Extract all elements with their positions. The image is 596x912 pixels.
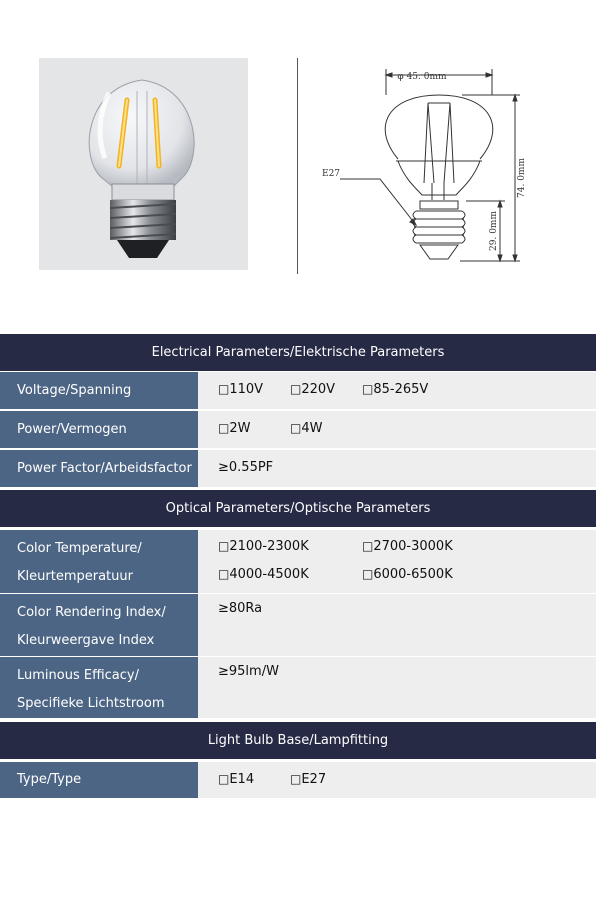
optical-section-title: Optical Parameters/Optische Parameters [165, 501, 431, 516]
voltage-option-85-265v[interactable] [362, 382, 428, 397]
power-factor-value-cell [198, 450, 596, 487]
base-type-callout: E27 [322, 169, 341, 179]
cct-option-6000-6500k[interactable] [362, 567, 453, 582]
base-option-e14[interactable] [218, 772, 254, 787]
option-label: 2100-2300K [229, 539, 309, 554]
checkbox-icon[interactable]: □ [362, 539, 374, 553]
color-temperature-label-line1: Color Temperature/ [17, 541, 142, 556]
luminous-efficacy-value-cell [198, 657, 596, 718]
voltage-label-text: Voltage/Spanning [17, 382, 132, 398]
voltage-options [198, 372, 596, 409]
option-label: 4000-4500K [229, 567, 309, 582]
power-factor-label-text: Power Factor/Arbeidsfactor [17, 460, 192, 476]
color-temperature-options [198, 530, 596, 593]
checkbox-icon[interactable]: □ [218, 382, 230, 396]
power-label-text: Power/Vermogen [17, 421, 127, 437]
checkbox-icon[interactable]: □ [218, 567, 230, 581]
electrical-section-title: Electrical Parameters/Elektrische Parameters [151, 345, 445, 360]
luminous-efficacy-label [0, 657, 198, 718]
color-temperature-label [0, 530, 198, 593]
voltage-option-110v[interactable] [218, 382, 263, 397]
base-height-dimension: 29. 0mm [489, 211, 499, 251]
base-section-title: Light Bulb Base/Lampfitting [207, 733, 389, 748]
cct-option-2700-3000k[interactable] [362, 539, 453, 554]
cct-option-2100-2300k[interactable] [218, 539, 309, 554]
luminous-efficacy-row [0, 657, 596, 718]
option-label: 220V [301, 382, 336, 397]
checkbox-icon[interactable]: □ [218, 772, 230, 786]
option-label: 110V [229, 382, 264, 397]
checkbox-icon[interactable]: □ [362, 382, 374, 396]
bulb-photo-illustration [39, 58, 248, 270]
color-rendering-value-cell [198, 594, 596, 656]
power-row [0, 411, 596, 448]
luminous-efficacy-value: ≥95lm/W [218, 664, 279, 679]
power-label [0, 411, 198, 448]
checkbox-icon[interactable]: □ [362, 567, 374, 581]
base-type-label-text: Type/Type [17, 772, 82, 787]
option-label: 6000-6500K [373, 567, 453, 582]
luminous-efficacy-label-line1: Luminous Efficacy/ [17, 668, 139, 683]
power-factor-value: ≥0.55PF [218, 460, 274, 475]
option-label: E14 [229, 772, 255, 787]
color-rendering-label-line2: Kleurweergave Index [17, 633, 155, 648]
color-rendering-label [0, 594, 198, 656]
checkbox-icon[interactable]: □ [290, 382, 302, 396]
option-label: 85-265V [373, 382, 429, 397]
power-factor-label [0, 450, 198, 487]
checkbox-icon[interactable]: □ [290, 772, 302, 786]
power-options [198, 411, 596, 448]
cct-option-4000-4500k[interactable] [218, 567, 309, 582]
voltage-option-220v[interactable] [290, 382, 335, 397]
diameter-dimension: φ 45. 0mm [397, 72, 447, 82]
optical-section-header [0, 490, 596, 527]
dimension-drawing-svg [310, 55, 540, 280]
color-rendering-row [0, 594, 596, 656]
base-option-e27[interactable] [290, 772, 326, 787]
option-label: 2700-3000K [373, 539, 453, 554]
power-factor-row [0, 450, 596, 487]
electrical-section-header [0, 334, 596, 371]
base-type-label [0, 762, 198, 798]
image-divider [297, 58, 298, 274]
color-temperature-row [0, 530, 596, 593]
color-rendering-value: ≥80Ra [218, 601, 263, 616]
base-section-header [0, 722, 596, 759]
voltage-row [0, 372, 596, 409]
power-option-4w[interactable] [290, 421, 322, 436]
voltage-label [0, 372, 198, 409]
luminous-efficacy-label-line2: Specifieke Lichtstroom [17, 696, 165, 711]
option-label: E27 [301, 772, 327, 787]
option-label: 2W [229, 421, 251, 436]
checkbox-icon[interactable]: □ [218, 421, 230, 435]
checkbox-icon[interactable]: □ [290, 421, 302, 435]
bulb-photo [39, 58, 248, 270]
option-label: 4W [301, 421, 323, 436]
power-option-2w[interactable] [218, 421, 250, 436]
checkbox-icon[interactable]: □ [218, 539, 230, 553]
bulb-dimension-drawing [310, 55, 540, 280]
color-temperature-label-line2: Kleurtemperatuur [17, 569, 133, 584]
base-type-row [0, 762, 596, 798]
height-dimension: 74. 0mm [517, 158, 527, 198]
base-type-options [198, 762, 596, 798]
color-rendering-label-line1: Color Rendering Index/ [17, 605, 166, 620]
